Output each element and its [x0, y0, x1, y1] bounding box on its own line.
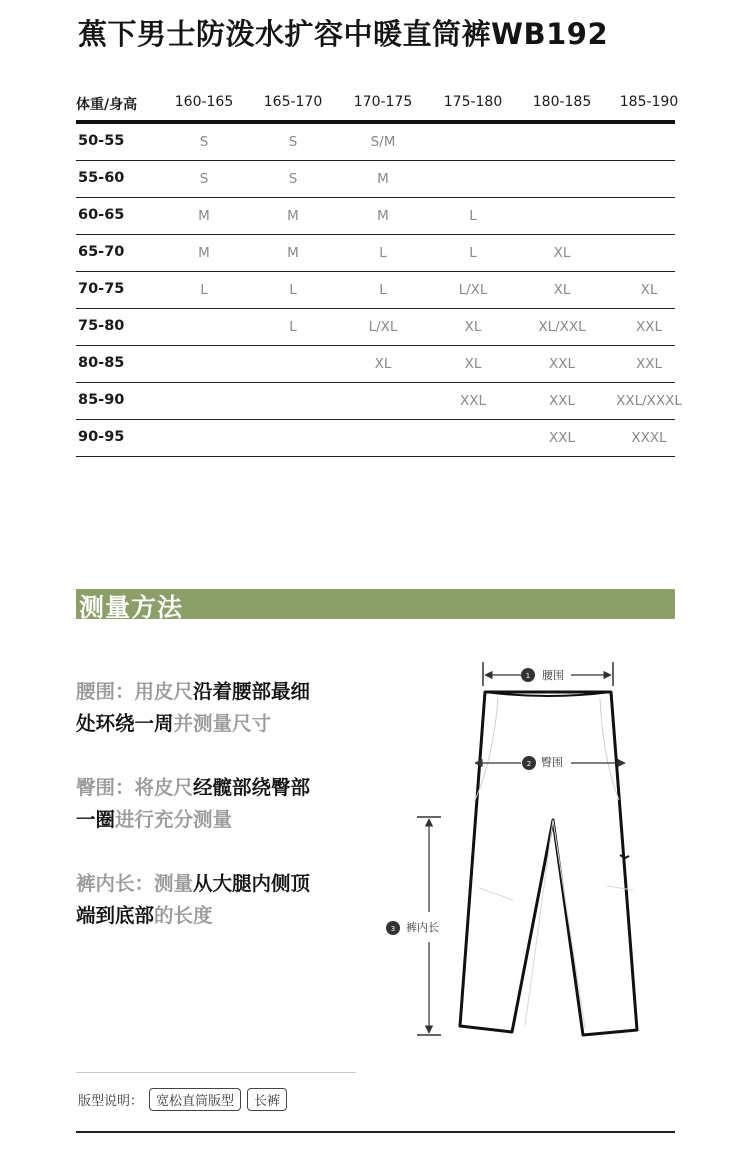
- waist-method-text: 沿着腰部最细: [193, 680, 311, 703]
- size-cell: XXL/XXXL: [616, 393, 682, 409]
- height-header: 185-190: [619, 94, 679, 110]
- inseam-label: 裤内长: [406, 921, 439, 934]
- size-cell: XL: [640, 282, 658, 298]
- height-header: 170-175: [353, 94, 413, 110]
- weight-label: 85-90: [78, 392, 125, 408]
- size-cell: S: [199, 171, 209, 187]
- waist-method: [76, 676, 366, 740]
- size-cell: L/XL: [368, 319, 398, 335]
- table-row: [76, 272, 675, 309]
- size-cell: L/XL: [458, 282, 488, 298]
- fit-divider: [76, 1072, 356, 1073]
- height-header: 180-185: [532, 94, 592, 110]
- weight-label: 80-85: [78, 355, 125, 371]
- size-cell: M: [287, 208, 299, 224]
- size-cell: XXL: [635, 356, 663, 372]
- table-header: [76, 84, 679, 120]
- inseam-method-text: 端到底部: [76, 904, 155, 927]
- product-title: 蕉下男士防泼水扩容中暖直筒裤WB192: [78, 17, 609, 51]
- hip-method-label: 臀围：: [76, 776, 135, 799]
- bottom-divider: [76, 1131, 675, 1133]
- size-cell: L: [469, 208, 477, 224]
- pants-outline: [460, 692, 637, 1035]
- size-cell: XL: [553, 282, 571, 298]
- hip-method: [76, 772, 366, 836]
- waist-number: 1: [525, 672, 531, 680]
- size-cell: L: [379, 282, 387, 298]
- size-cell: M: [377, 208, 389, 224]
- table-row: [76, 124, 675, 161]
- height-header: 160-165: [174, 94, 234, 110]
- size-cell: XXL: [459, 393, 487, 409]
- size-cell: XXL: [635, 319, 663, 335]
- size-cell: S: [288, 134, 298, 150]
- inseam-method-label: 裤内长：: [76, 872, 155, 895]
- weight-label: 70-75: [78, 281, 125, 297]
- size-cell: XL: [374, 356, 392, 372]
- size-cell: L: [289, 282, 297, 298]
- waist-measure: [483, 662, 613, 686]
- table-row: [76, 309, 675, 346]
- table-row: [76, 235, 675, 272]
- height-header: 165-170: [263, 94, 323, 110]
- pants-diagram: [375, 650, 655, 1050]
- size-cell: XXL: [548, 430, 576, 446]
- weight-label: 50-55: [78, 133, 125, 149]
- waist-label: 腰围: [542, 669, 564, 682]
- weight-label: 75-80: [78, 318, 125, 334]
- weight-label: 90-95: [78, 429, 125, 445]
- size-cell: M: [377, 171, 389, 187]
- inseam-method-text: 从大腿内侧顶: [193, 872, 311, 895]
- waist-method-label: 腰围：: [76, 680, 135, 703]
- size-cell: S/M: [370, 134, 396, 150]
- size-cell: M: [198, 245, 210, 261]
- size-cell: M: [198, 208, 210, 224]
- hip-method-text: 将皮尺: [134, 776, 194, 799]
- inseam-number: 3: [390, 925, 396, 933]
- weight-label: 55-60: [78, 170, 125, 186]
- size-cell: XL/XXL: [538, 319, 586, 335]
- size-cell: XXL: [548, 393, 576, 409]
- size-cell: XXL: [548, 356, 576, 372]
- size-cell: S: [288, 171, 298, 187]
- table-row: [76, 383, 682, 420]
- table-row: [76, 346, 675, 383]
- waist-method-text: 并测量尺寸: [173, 712, 272, 735]
- hip-number: 2: [526, 760, 532, 768]
- size-cell: XL: [464, 356, 482, 372]
- table-body: [76, 124, 682, 457]
- table-row: [76, 161, 675, 198]
- fit-label: 版型说明：: [78, 1094, 144, 1109]
- height-header: 175-180: [443, 94, 503, 110]
- size-cell: L: [200, 282, 208, 298]
- size-cell: L: [289, 319, 297, 335]
- size-chart-table: [76, 84, 682, 457]
- size-cell: XL: [464, 319, 482, 335]
- size-cell: L: [469, 245, 477, 261]
- inseam-method: [76, 868, 366, 932]
- weight-label: 65-70: [78, 244, 125, 260]
- corner-label: 体重/身高: [76, 97, 138, 113]
- size-cell: L: [379, 245, 387, 261]
- waist-method-text: 处环绕一周: [76, 712, 174, 735]
- inseam-method-text: 的长度: [154, 904, 213, 927]
- size-cell: XL: [553, 245, 571, 261]
- table-row: [76, 420, 675, 457]
- fit-description: [78, 1088, 287, 1111]
- hip-method-text: 进行充分测量: [115, 808, 233, 831]
- size-cell: XXXL: [631, 430, 667, 446]
- hip-label: 臀围: [541, 756, 563, 769]
- waist-method-text: 用皮尺: [134, 680, 194, 703]
- section-title: 测量方法: [79, 593, 184, 622]
- inseam-measure: [386, 817, 441, 1035]
- inseam-method-text: 测量: [154, 872, 194, 895]
- fit-tag: 宽松直筒版型: [149, 1088, 241, 1111]
- weight-label: 60-65: [78, 207, 125, 223]
- hip-method-text: 经髋部绕臀部: [193, 776, 311, 799]
- section-banner: [76, 589, 675, 622]
- fit-tag: 长裤: [247, 1088, 287, 1111]
- table-row: [76, 198, 675, 235]
- hip-method-text: 一圈: [76, 808, 116, 831]
- size-cell: M: [287, 245, 299, 261]
- size-cell: S: [199, 134, 209, 150]
